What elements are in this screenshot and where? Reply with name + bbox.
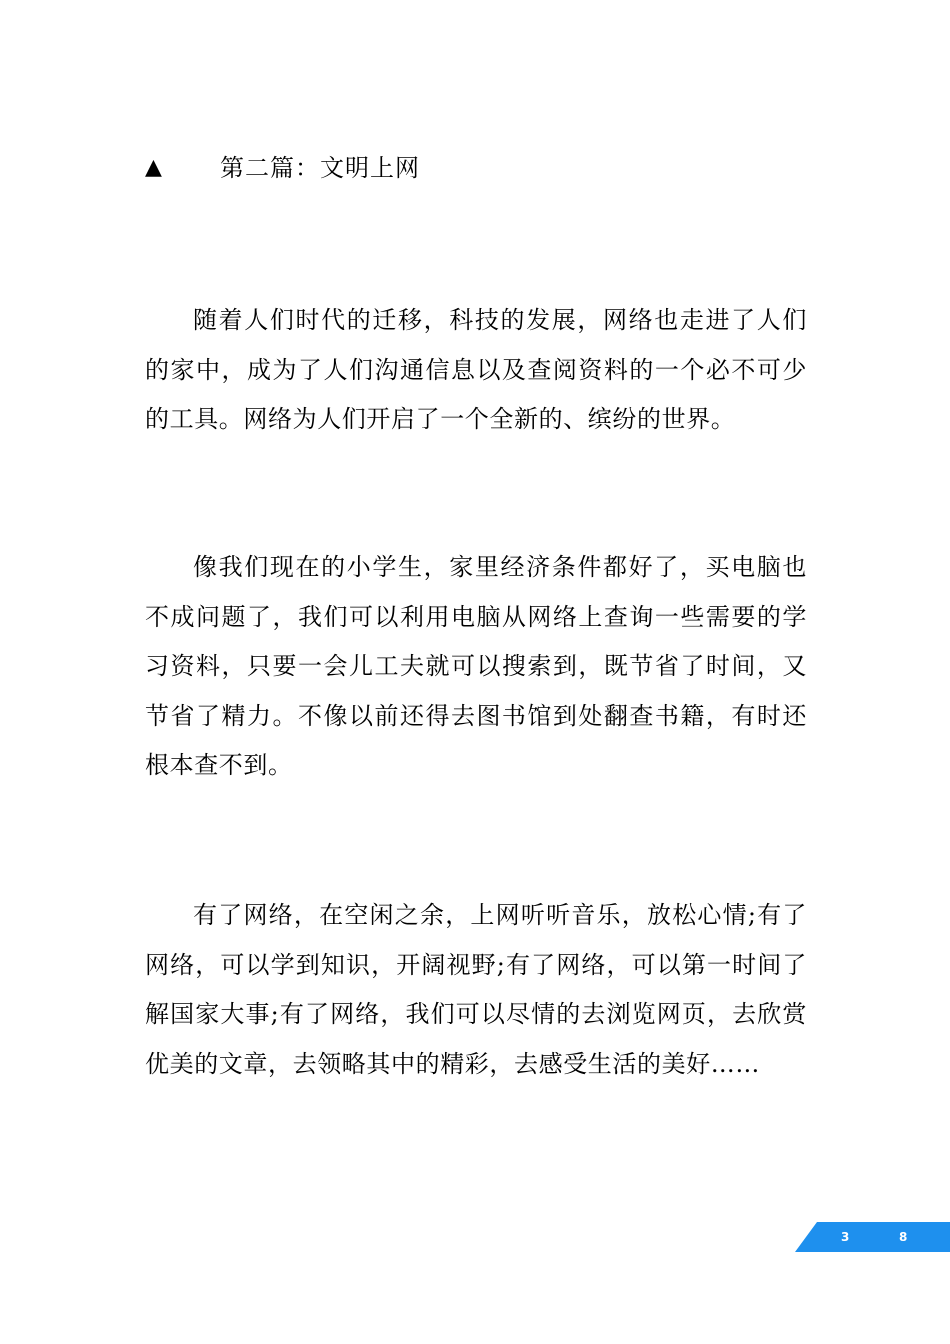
total-page-count: 8 [899,1230,908,1244]
section-heading [145,150,420,186]
paragraph-2: 像我们现在的小学生，家里经济条件都好了，买电脑也不成问题了，我们可以利用电脑从网络上查询一些需要的学习资料，只要一会儿工夫就可以搜索到，既节省了时间，又节省了精力。不像以前还得去图书馆到处翻查书籍，有时还根本查不到。 [145,553,807,779]
triangle-bullet-icon: ▲ [145,155,162,180]
paragraph-3: 有了网络，在空闲之余，上网听听音乐，放松心情;有了网络，可以学到知识，开阔视野;有了网络，可以第一时间了解国家大事;有了网络，我们可以尽情的去浏览网页，去欣赏优美的文章，去领略其中的精彩，去感受生活的美好…… [145,901,807,1078]
paragraph-1: 随着人们时代的迁移，科技的发展，网络也走进了人们的家中，成为了人们沟通信息以及查阅资料的一个必不可少的工具。网络为人们开启了一个全新的、缤纷的世界。 [145,306,807,433]
page-tab-shape [795,1222,950,1252]
section-title: 第二篇：文明上网 [220,154,420,182]
page-number-tab [795,1222,950,1252]
current-page-number: 3 [841,1230,850,1244]
